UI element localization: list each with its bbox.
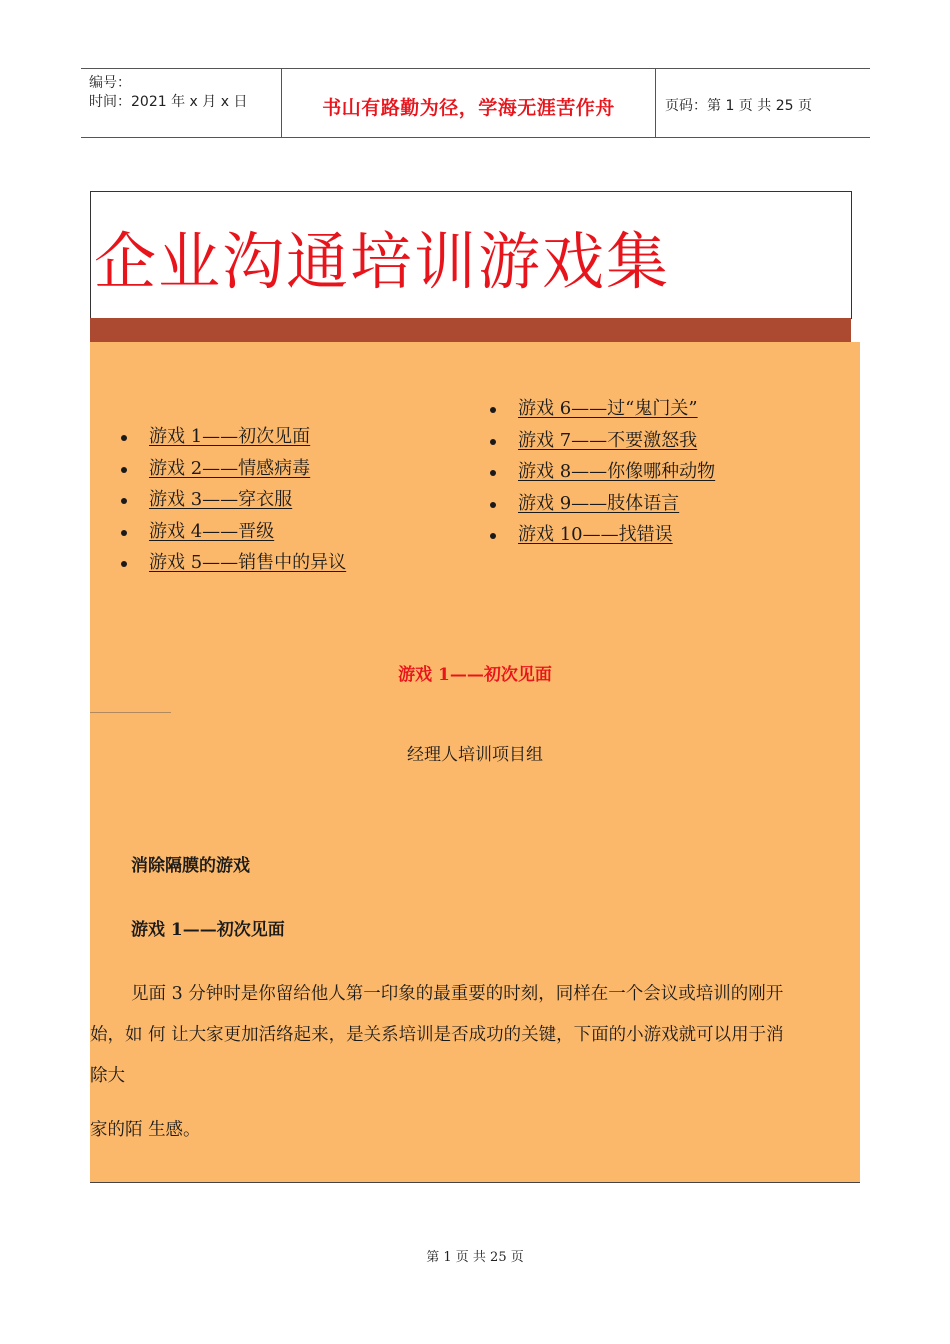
toc-link[interactable]: 游戏 3——穿衣服 xyxy=(149,489,293,511)
toc-item xyxy=(518,396,715,428)
bullet-icon xyxy=(121,561,127,567)
body-paragraph xyxy=(90,974,860,1097)
header-meta-cell xyxy=(81,69,281,137)
header-motto-cell xyxy=(281,69,656,137)
toc-link[interactable]: 游戏 2——情感病毒 xyxy=(149,457,311,479)
toc-item xyxy=(149,550,346,582)
toc-link[interactable]: 游戏 9——肢体语言 xyxy=(518,492,680,514)
toc-item xyxy=(149,424,346,456)
document-header xyxy=(81,68,870,138)
paragraph-line: 见面 3 分钟时是你留给他人第一印象的最重要的时刻，同样在一个会议或培训的刚开 xyxy=(131,984,784,1004)
divider xyxy=(90,712,171,713)
bullet-icon xyxy=(121,435,127,441)
toc-link[interactable]: 游戏 6——过“鬼门关” xyxy=(518,398,698,419)
time-label: 时间：2021 年 x 月 x 日 xyxy=(89,94,248,110)
page-footer: 第 1 页 共 25 页 xyxy=(426,1250,524,1265)
bullet-icon xyxy=(490,502,496,508)
content-panel xyxy=(90,342,860,1182)
page-info: 页码：第 1 页 共 25 页 xyxy=(665,98,812,114)
bullet-icon xyxy=(121,498,127,504)
title-accent-bar xyxy=(90,318,851,342)
title-box xyxy=(90,191,852,319)
document-title: 企业沟通培训游戏集 xyxy=(94,225,671,298)
toc-item xyxy=(149,487,346,519)
toc-link[interactable]: 游戏 5——销售中的异议 xyxy=(149,552,347,574)
bullet-icon xyxy=(121,467,127,473)
bullet-icon xyxy=(490,533,496,539)
paragraph-line: 家的陌 生感。 xyxy=(90,1120,201,1140)
header-page-cell xyxy=(656,69,870,137)
section-subtitle: 经理人培训项目组 xyxy=(407,745,543,765)
panel-bottom-rule xyxy=(90,1182,860,1183)
bullet-icon xyxy=(490,470,496,476)
toc-link[interactable]: 游戏 4——晋级 xyxy=(149,520,275,542)
number-label: 编号： xyxy=(89,75,131,91)
game-heading: 游戏 1——初次见面 xyxy=(131,920,285,940)
toc-item xyxy=(518,522,715,554)
section-title: 游戏 1——初次见面 xyxy=(398,665,552,685)
toc-link[interactable]: 游戏 10——找错误 xyxy=(518,524,673,546)
paragraph-line: 除大 xyxy=(90,1066,125,1086)
toc-item xyxy=(149,456,346,488)
toc-link[interactable]: 游戏 8——你像哪种动物 xyxy=(518,461,716,483)
toc-item xyxy=(518,428,715,460)
toc-item xyxy=(149,519,346,551)
bullet-icon xyxy=(490,439,496,445)
motto: 书山有路勤为径，学海无涯苦作舟 xyxy=(322,97,615,119)
toc-link[interactable]: 游戏 1——初次见面 xyxy=(149,426,311,447)
bullet-icon xyxy=(121,530,127,536)
paragraph-line: 始，如 何 让大家更加活络起来，是关系培训是否成功的关键，下面的小游戏就可以用于消 xyxy=(90,1025,784,1045)
section-heading: 消除隔膜的游戏 xyxy=(131,856,250,876)
toc-right-list xyxy=(518,396,715,554)
toc-item xyxy=(518,491,715,523)
toc-link[interactable]: 游戏 7——不要激怒我 xyxy=(518,429,698,451)
bullet-icon xyxy=(490,407,496,413)
toc-left-list xyxy=(149,424,346,582)
toc-item xyxy=(518,459,715,491)
